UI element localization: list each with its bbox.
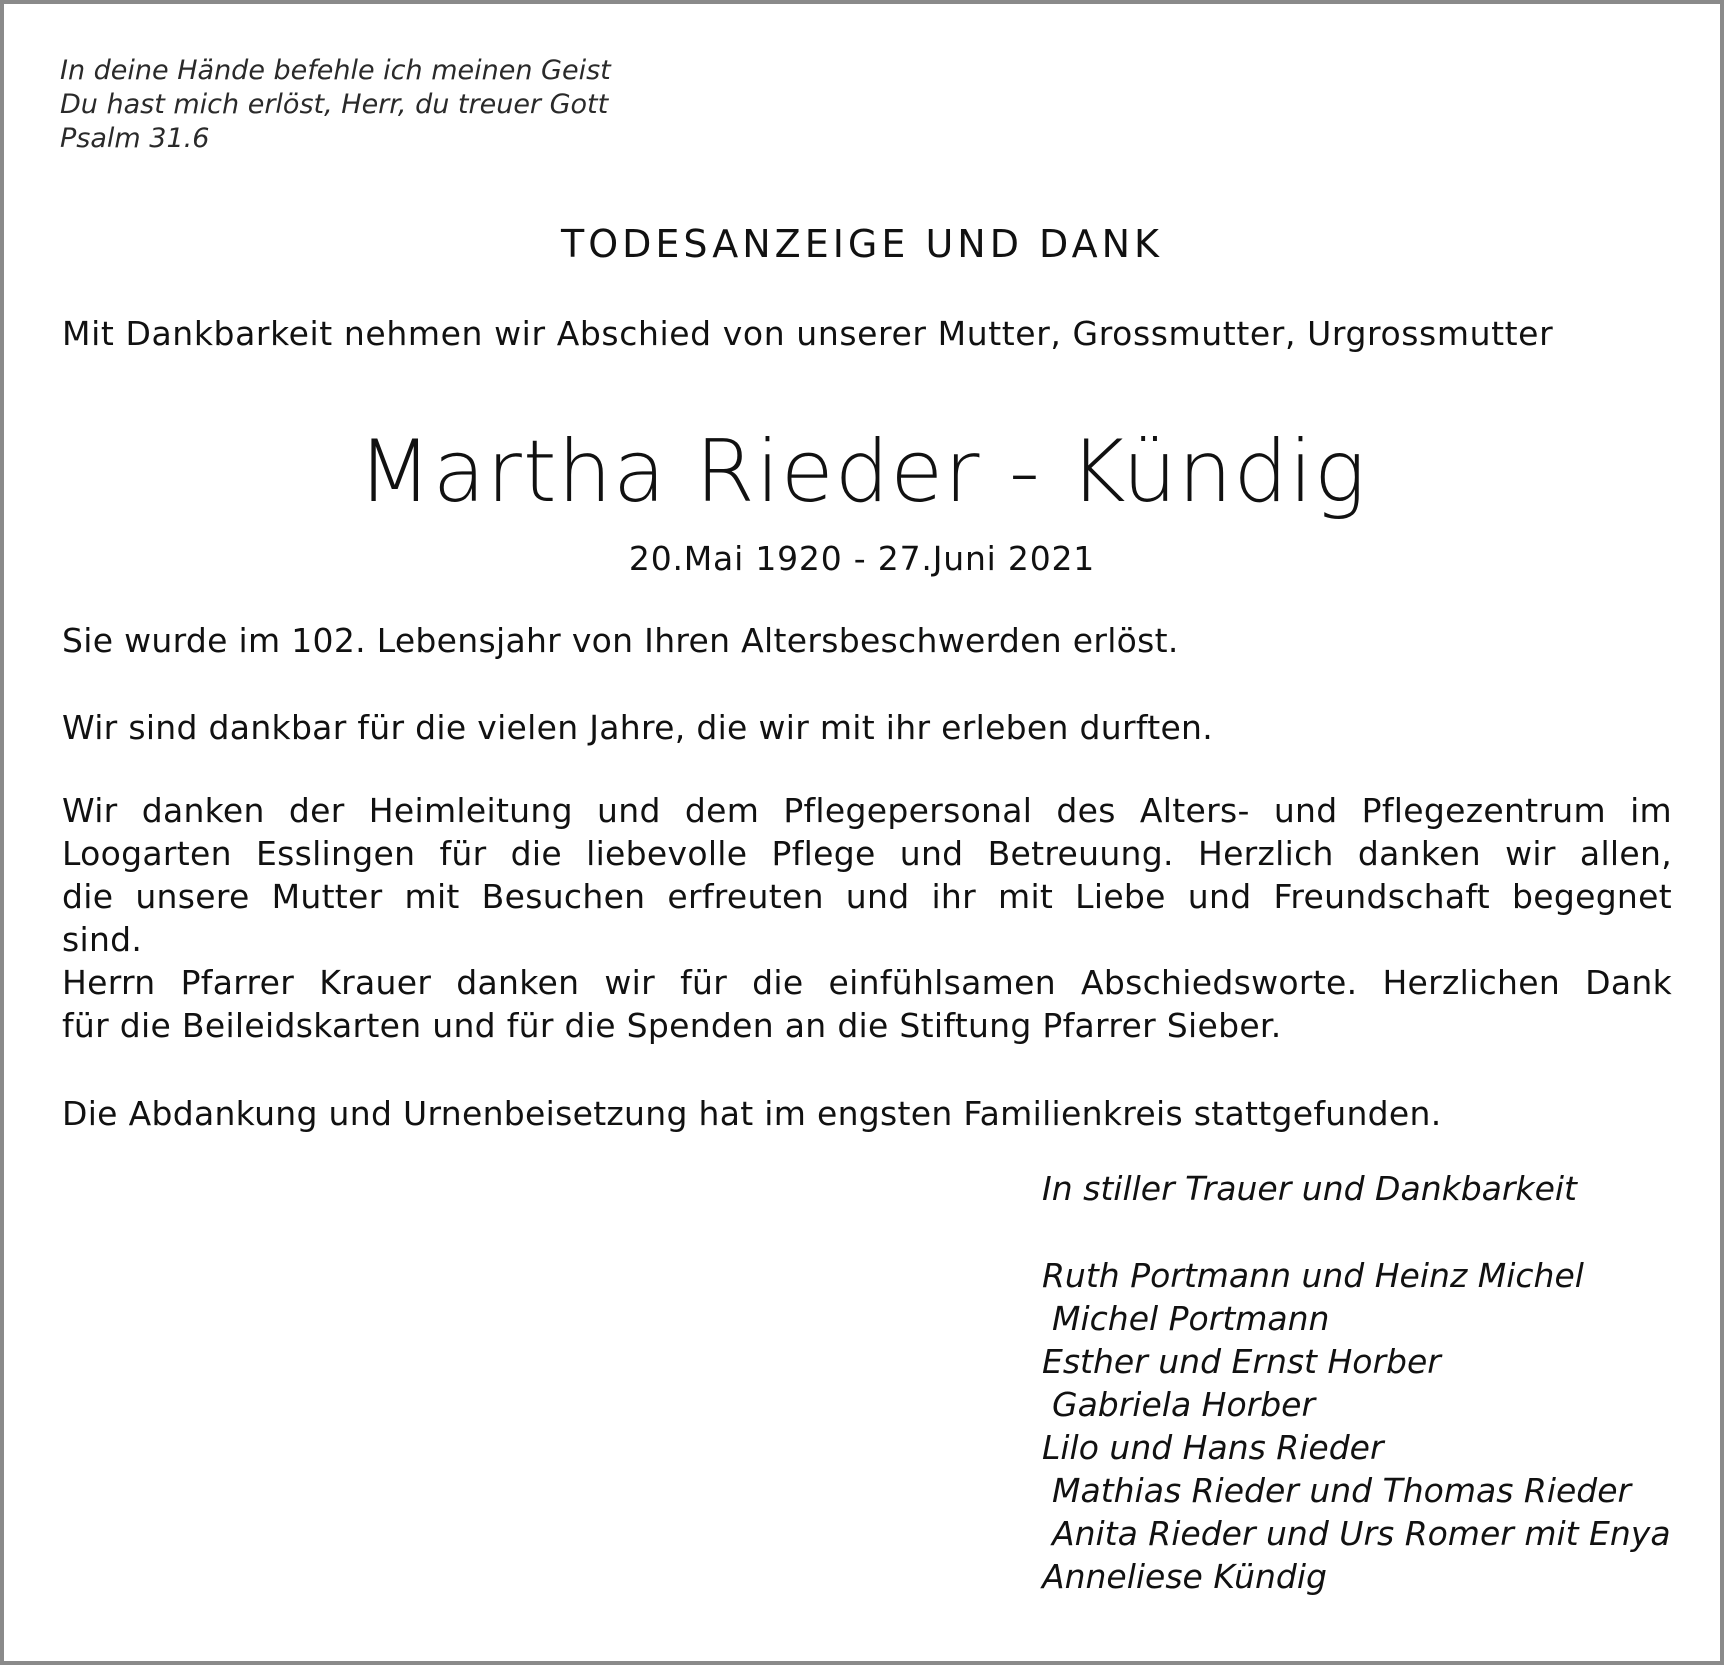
notice-heading: TODESANZEIGE UND DANK <box>561 222 1163 266</box>
signer: Gabriela Horber <box>1052 1385 1316 1424</box>
paragraph-funeral: Die Abdankung und Urnenbeisetzung hat im engsten Familienkreis stattgefunden. <box>62 1094 1442 1133</box>
thanks-line-1: Wir danken der Heimleitung und dem Pflegepersonal des Alters- und Pflegezentrum im <box>62 791 1672 830</box>
thanks-line-6: für die Beileidskarten und für die Spenden an die Stiftung Pfarrer Sieber. <box>62 1006 1282 1045</box>
paragraph-2: Wir sind dankbar für die vielen Jahre, die wir mit ihr erleben durften. <box>62 708 1214 747</box>
signer: Lilo und Hans Rieder <box>1042 1428 1384 1467</box>
motto-line-1: In deine Hände befehle ich meinen Geist <box>60 55 611 86</box>
signer: Michel Portmann <box>1052 1299 1330 1338</box>
signer: Mathias Rieder und Thomas Rieder <box>1052 1471 1632 1510</box>
psalm-motto <box>60 54 611 156</box>
signer: Esther und Ernst Horber <box>1042 1342 1441 1381</box>
thanks-line-5: Herrn Pfarrer Krauer danken wir für die einfühlsamen Abschiedsworte. Herzlichen Dank <box>62 963 1672 1002</box>
signer: Anneliese Kündig <box>1042 1557 1327 1596</box>
deceased-name: Martha Rieder - Kündig <box>357 422 1367 522</box>
signer: Anita Rieder und Urs Romer mit Enya <box>1052 1514 1671 1553</box>
motto-reference: Psalm 31.6 <box>60 123 210 154</box>
thanks-line-2: Loogarten Esslingen für die liebevolle Pflege und Betreuung. Herzlich danken wir allen, <box>62 834 1672 873</box>
motto-line-2: Du hast mich erlöst, Herr, du treuer Gott <box>60 89 609 120</box>
life-dates: 20.Mai 1920 - 27.Juni 2021 <box>628 539 1096 578</box>
paragraph-thanks <box>62 789 1672 1047</box>
intro-text: Mit Dankbarkeit nehmen wir Abschied von unserer Mutter, Grossmutter, Urgrossmutter <box>62 314 1554 353</box>
signers-list <box>1042 1254 1682 1598</box>
thanks-line-4: sind. <box>62 920 143 959</box>
paragraph-1: Sie wurde im 102. Lebensjahr von Ihren Altersbeschwerden erlöst. <box>62 621 1179 660</box>
signer: Ruth Portmann und Heinz Michel <box>1042 1256 1584 1295</box>
thanks-line-3: die unsere Mutter mit Besuchen erfreuten und ihr mit Liebe und Freundschaft begegnet <box>62 877 1672 916</box>
signoff-line: In stiller Trauer und Dankbarkeit <box>1042 1169 1577 1208</box>
